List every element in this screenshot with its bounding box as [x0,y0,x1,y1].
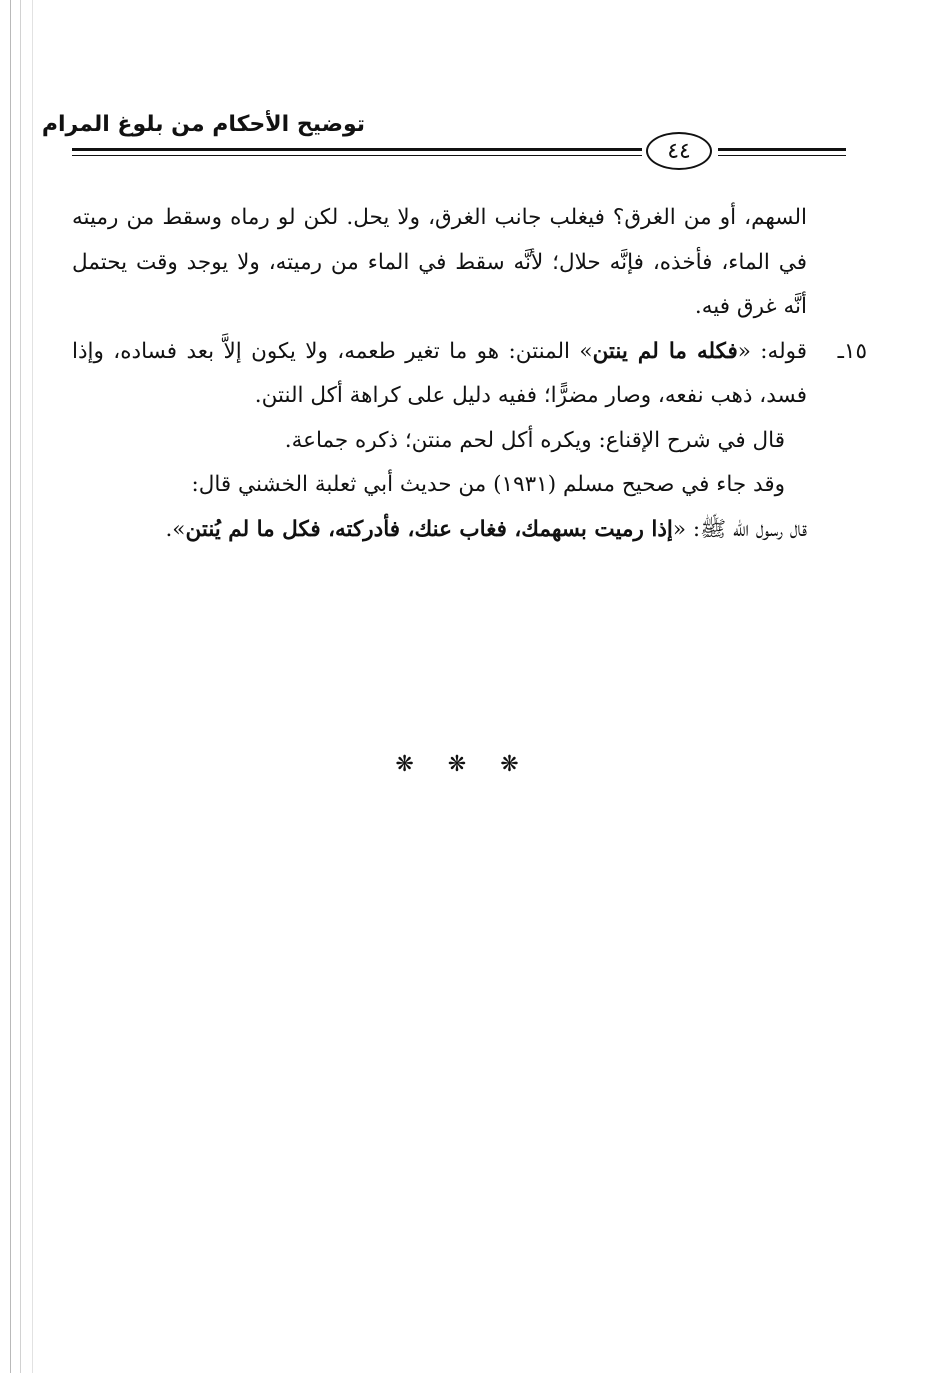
header-rule [72,148,642,151]
section-divider [0,752,940,777]
item-number: ١٥ـ [837,338,867,364]
running-header [0,106,940,166]
header-rule [72,155,642,156]
book-title: توضيح الأحكام من بلوغ المرام [41,112,365,137]
binding-edge [32,0,33,1373]
hadith-quote: إذا رميت بسهمك، فغاب عنك، فأدركته، فكل ما لم يُنتن [185,516,673,542]
hadith-quote: فكله ما لم ينتن [592,338,738,364]
hadith-tail: ». [165,516,186,542]
binding-edge [20,0,21,1373]
page-body [72,196,867,552]
asterism-icon: ❋ [500,752,545,777]
header-rule [718,148,846,151]
binding-edge [10,0,11,1373]
asterism-icon: ❋ [395,752,440,777]
item-lead: قوله: « [737,338,808,364]
header-rule [718,155,846,156]
paragraph: وقد جاء في صحيح مسلم (١٩٣١) من حديث أبي ثعلبة الخشني قال: [191,472,785,497]
paragraph: قال في شرح الإقناع: ويكره أكل لحم منتن؛ ذكره جماعة. [284,427,785,453]
paragraph: السهم، أو من الغرق؟ فيغلب جانب الغرق، ولا يحل. لكن لو رماه وسقط من رميته في الماء، فأخذه، فإنَّه حلال؛ لأنَّه سقط في الماء من رميته، ولا يوجد وقت يحتمل أنَّه غرق فيه. [72,205,807,319]
hadith-paragraph [72,508,807,553]
page-number: ٤٤ [646,132,712,170]
asterism-icon: ❋ [447,752,493,777]
item-text: » المنتن: هو ما تغير طعمه، ولا يكون إلاَّ بعد فساده، وإذا فسد، ذهب نفعه، وصار مضرًّا؛ ففيه دليل على كراهة أكل النتن. [72,338,807,408]
hadith-lead: قال رسول الله ﷺ: « [672,516,807,542]
numbered-item [72,330,867,419]
